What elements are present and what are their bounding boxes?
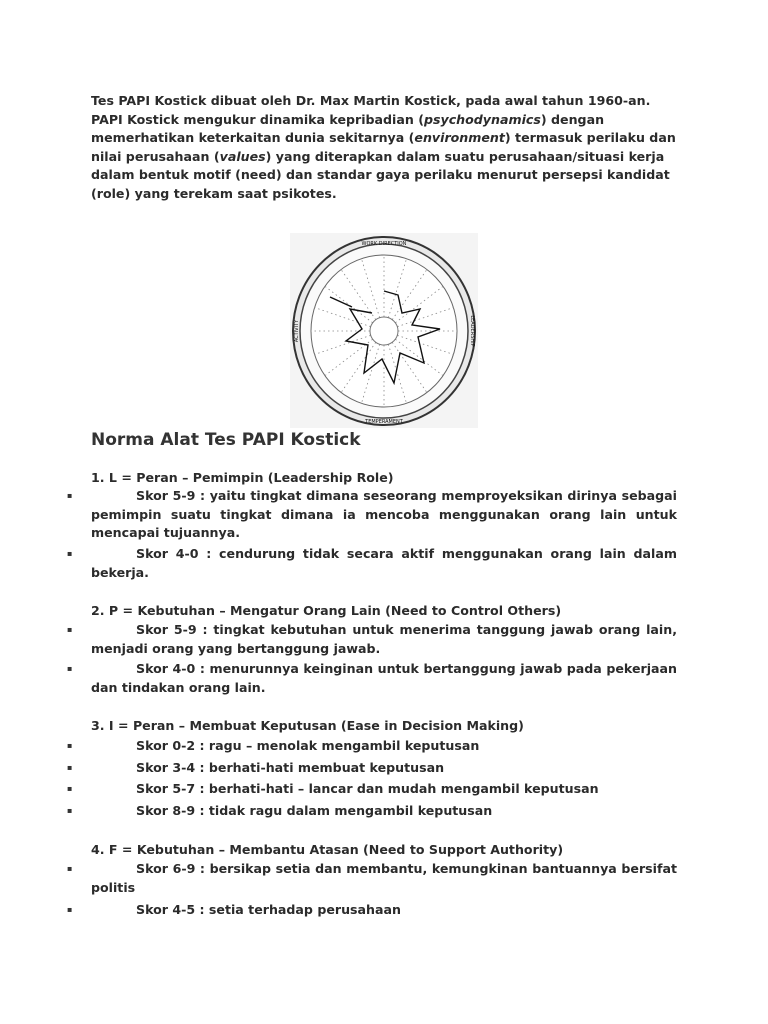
figure-label-right: LEADERSHIP [469,315,475,347]
figure-label-left: ACTIVITY [294,319,300,343]
section-3-item-1: Skor 0-2 : ragu – menolak mengambil keputusan [136,738,480,753]
bullet-icon: ▪ [67,806,73,815]
bullet-icon: ▪ [67,864,73,873]
bullet-icon: ▪ [67,905,73,914]
intro-line: dalam bentuk motif (need) dan standar gaya perilaku menurut persepsi kandidat [91,167,670,182]
bullet-icon: ▪ [67,664,73,673]
section-3-title: 3. I = Peran – Membuat Keputusan (Ease in Decision Making) [91,718,524,733]
section-4-item-1: Skor 6-9 : bersikap setia dan membantu, kemungkinan bantuannya bersifat politis [91,861,677,895]
section-heading: Norma Alat Tes PAPI Kostick [91,430,361,450]
bullet-icon: ▪ [67,491,73,500]
section-3-item-3: Skor 5-7 : berhati-hati – lancar dan mudah mengambil keputusan [136,781,599,796]
section-2-title: 2. P = Kebutuhan – Mengatur Orang Lain (Need to Control Others) [91,603,562,618]
section-1-item-2: Skor 4-0 : cendurung tidak secara aktif menggunakan orang lain dalam bekerja. [91,546,677,580]
bullet-icon: ▪ [67,741,73,750]
bullet-icon: ▪ [67,763,73,772]
section-4-title: 4. F = Kebutuhan – Membantu Atasan (Need to Support Authority) [91,842,564,857]
intro-paragraph [91,92,691,203]
figure-label-top: WORK DIRECTION [361,241,407,247]
intro-line: Tes PAPI Kostick dibuat oleh Dr. Max Martin Kostick, pada awal tahun 1960-an. [91,93,651,108]
section-1-title: 1. L = Peran – Pemimpin (Leadership Role) [91,470,394,485]
bullet-icon: ▪ [67,625,73,634]
intro-line: nilai perusahaan (values) yang diterapkan dalam suatu perusahaan/situasi kerja [91,148,665,164]
section-2-item-1: Skor 5-9 : tingkat kebutuhan untuk menerima tanggung jawab orang lain, menjadi orang yang bertanggung jawab. [91,622,677,656]
section-3-item-4: Skor 8-9 : tidak ragu dalam mengambil keputusan [136,803,493,818]
figure-label-bottom: TEMPERAMENT [365,419,403,425]
section-2-item-2: Skor 4-0 : menurunnya keinginan untuk bertanggung jawab pada pekerjaan dan tindakan orang lain. [91,661,677,695]
intro-line: (role) yang terekam saat psikotes. [91,185,337,201]
section-1-item-1: Skor 5-9 : yaitu tingkat dimana seseorang memproyeksikan dirinya sebagai pemimpin suatu tingkat dimana ia mencoba menggunakan orang lain untuk mencapai tujuannya. [91,488,677,540]
section-4-item-2: Skor 4-5 : setia terhadap perusahaan [136,902,401,917]
bullet-icon: ▪ [67,784,73,793]
intro-line: PAPI Kostick mengukur dinamika kepribadian (psychodynamics) dengan [91,111,605,127]
intro-line: memerhatikan keterkaitan dunia sekitarnya (environment) termasuk perilaku dan [91,130,676,145]
papi-kostick-wheel-figure [290,233,478,428]
bullet-icon: ▪ [67,549,73,558]
section-3-item-2: Skor 3-4 : berhati-hati membuat keputusan [136,760,445,775]
